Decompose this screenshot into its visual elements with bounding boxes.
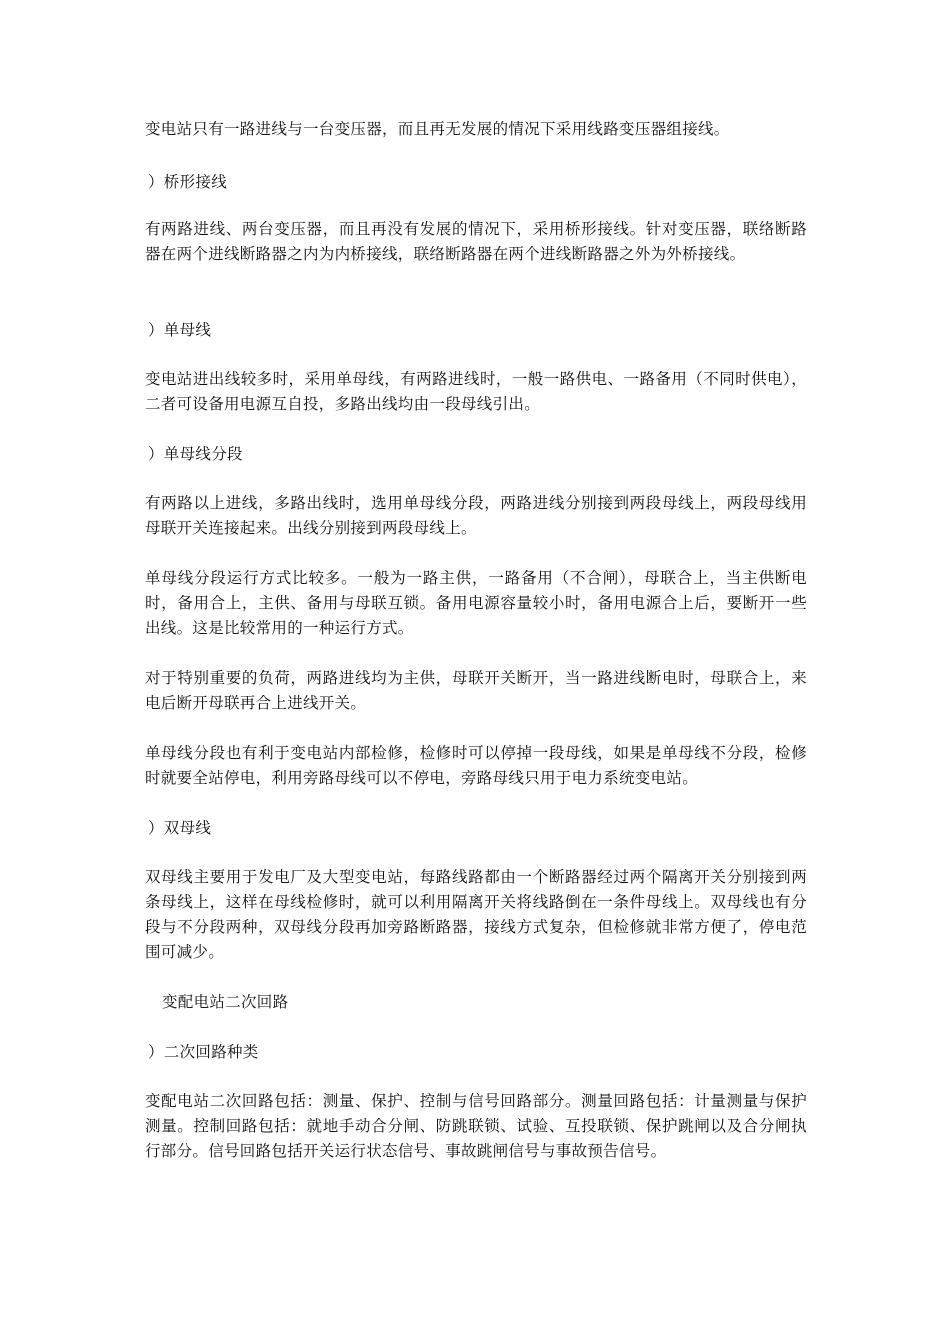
paragraph-single-bus: 变电站进出线较多时，采用单母线，有两路进线时，一般一路供电、一路备用（不同时供电），二者可设备用电源互自投，多路出线均由一段母线引出。 <box>145 370 807 413</box>
heading-secondary-circuit-types: ）二次回路种类 <box>148 1043 259 1061</box>
paragraph-single-bus-sectioned: 有两路以上进线，多路出线时，选用单母线分段，两路进线分别接到两段母线上，两段母线用母联开关连接起来。出线分别接到两段母线上。 <box>145 494 807 537</box>
paragraph-line-transformer-group: 变电站只有一路进线与一台变压器，而且再无发展的情况下采用线路变压器组接线。 <box>145 120 730 138</box>
heading-secondary-circuits: 变配电站二次回路 <box>162 993 289 1011</box>
heading-single-bus-sectioned: ）单母线分段 <box>148 445 243 463</box>
paragraph-important-loads: 对于特别重要的负荷，两路进线均为主供，母联开关断开，当一路进线断电时，母联合上，来电后断开母联再合上进线开关。 <box>145 669 807 712</box>
heading-single-bus: ）单母线 <box>148 321 212 339</box>
paragraph-secondary-circuit-types: 变配电站二次回路包括：测量、保护、控制与信号回路部分。测量回路包括：计量测量与保护测量。控制回路包括：就地手动合分闸、防跳联锁、试验、互投联锁、保护跳闸以及合分闸执行部分。信号回路包括开关运行状态信号、事故跳闸信号与事故预告信号。 <box>145 1092 807 1160</box>
heading-bridge-connection: ）桥形接线 <box>148 173 228 191</box>
heading-double-bus: ）双母线 <box>148 819 212 837</box>
paragraph-bridge-connection: 有两路进线、两台变压器，而且再没有发展的情况下，采用桥形接线。针对变压器，联络断路器在两个进线断路器之内为内桥接线，联络断路器在两个进线断路器之外为外桥接线。 <box>145 220 807 263</box>
paragraph-operating-modes: 单母线分段运行方式比较多。一般为一路主供，一路备用（不合闸），母联合上，当主供断电时，备用合上，主供、备用与母联互锁。备用电源容量较小时，备用电源合上后，要断开一些出线。这是比较常用的一种运行方式。 <box>145 569 807 637</box>
paragraph-double-bus: 双母线主要用于发电厂及大型变电站，每路线路都由一个断路器经过两个隔离开关分别接到两条母线上，这样在母线检修时，就可以利用隔离开关将线路倒在一条件母线上。双母线也有分段与不分段两种，双母线分段再加旁路断路器，接线方式复杂，但检修就非常方便了，停电范围可减少。 <box>145 868 807 961</box>
paragraph-maintenance: 单母线分段也有利于变电站内部检修，检修时可以停掉一段母线，如果是单母线不分段，检修时就要全站停电，利用旁路母线可以不停电，旁路母线只用于电力系统变电站。 <box>145 744 807 787</box>
